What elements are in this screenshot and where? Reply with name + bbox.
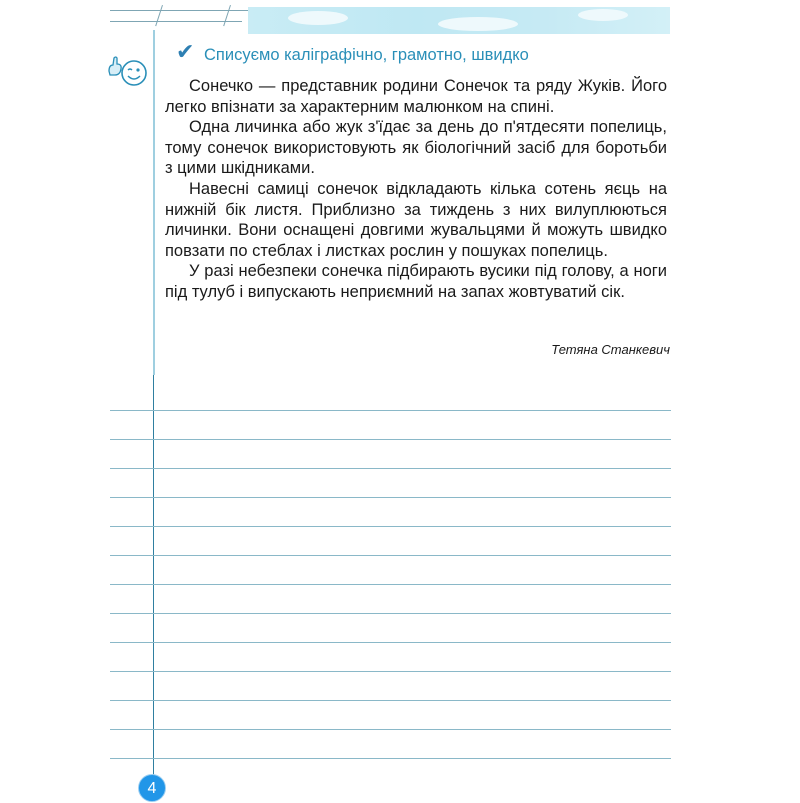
writing-line bbox=[110, 526, 671, 527]
writing-line bbox=[110, 729, 671, 730]
writing-line bbox=[110, 700, 671, 701]
exercise-text bbox=[165, 76, 667, 303]
writing-line bbox=[110, 613, 671, 614]
writing-line bbox=[110, 671, 671, 672]
header-slash-left bbox=[155, 5, 163, 26]
writing-line bbox=[110, 584, 671, 585]
writing-line bbox=[110, 497, 671, 498]
exercise-heading: Списуємо каліграфічно, грамотно, швидко bbox=[204, 46, 529, 64]
margin-line-lower bbox=[153, 375, 154, 775]
header-line-bottom bbox=[110, 21, 242, 22]
paragraph: Навесні самиці сонечок відкладають кілька сотень яєць на нижній бік листя. Приблизно за тиждень з них вилуплюються личинки. Вони оснащені довгими жувальцями й можуть швидко повзати по стеблах і листках рослин у пошуках попелиць. bbox=[165, 179, 667, 260]
checkmark-icon: ✔ bbox=[176, 40, 195, 65]
paragraph: Сонечко — представник родини Сонечок та ряду Жуків. Його легко впізнати за характерним малюнком на спині. bbox=[165, 77, 667, 116]
smiley-thumbs-up-icon bbox=[103, 45, 153, 95]
writing-line bbox=[110, 468, 671, 469]
author: Тетяна Станкевич bbox=[551, 342, 670, 357]
writing-line bbox=[110, 410, 671, 411]
header-slash-right bbox=[223, 5, 231, 26]
writing-line bbox=[110, 642, 671, 643]
writing-line bbox=[110, 439, 671, 440]
paragraph: У разі небезпеки сонечка підбирають вусики під голову, а ноги під тулуб і випускають неприємний на запах жовтуватий сік. bbox=[165, 262, 667, 301]
writing-line bbox=[110, 758, 671, 759]
writing-line bbox=[110, 555, 671, 556]
page-number: 4 bbox=[138, 774, 166, 802]
sky-header-band bbox=[248, 7, 670, 34]
paragraph: Одна личинка або жук з'їдає за день до п'ятдесяти попелиць, тому сонечок використовують як біологічний засіб для боротьби з цими шкідниками. bbox=[165, 118, 667, 178]
margin-line bbox=[153, 30, 155, 375]
